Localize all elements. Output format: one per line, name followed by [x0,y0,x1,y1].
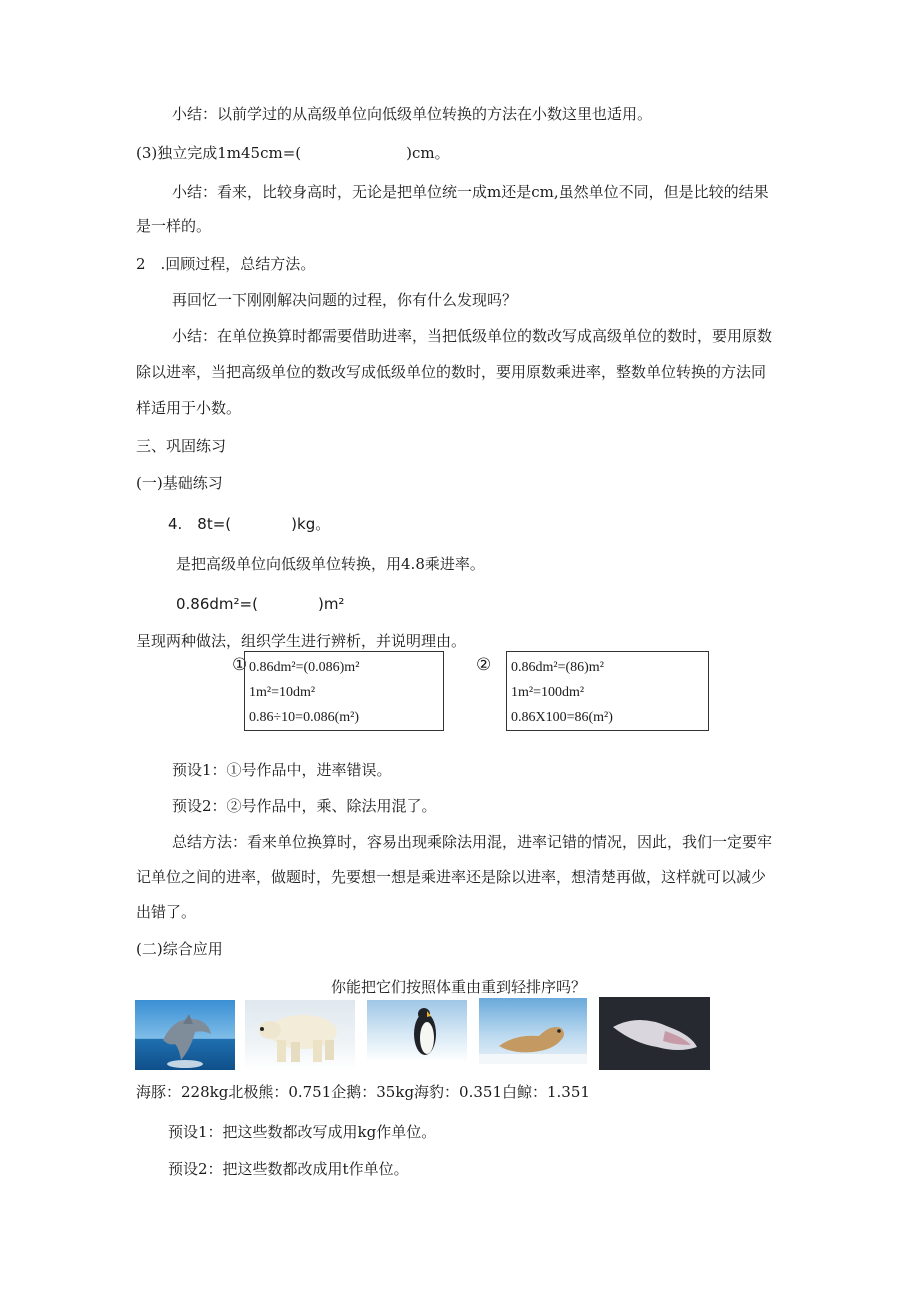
work-1-box [244,651,444,731]
preset-kg: 预设1：把这些数都改写成用kg作单位。 [168,1123,437,1141]
exercise-1-note: 是把高级单位向低级单位转换，用4.8乘进率。 [176,555,485,573]
summary-height-line2: 是一样的。 [136,217,212,235]
polar-bear-icon [245,1000,355,1070]
section-3-heading: 三、巩固练习 [136,437,227,455]
polar-bear-image [245,1000,355,1070]
summary-rate-line2: 除以进率，当把高级单位的数改写成低级单位的数时，要用原数乘进率，整数单位转换的方法同 [136,363,767,381]
method-summary-line3: 出错了。 [136,903,197,921]
dolphin-image [135,1000,235,1070]
summary-height-line1: 小结：看来，比较身高时，无论是把单位统一成m还是cm,虽然单位不同，但是比较的结果 [172,183,769,201]
penguin-image [367,1000,467,1062]
work-2-line: 0.86dm²=(86)m² [511,660,604,675]
exercise-2: 0.86dm²=( )m² [176,595,345,613]
work-1-line: 1m²=10dm² [249,685,316,700]
work-1-line: 0.86÷10=0.086(m²) [249,710,359,725]
recall-question: 再回忆一下刚刚解决问题的过程，你有什么发现吗？ [172,291,518,309]
present-two-methods: 呈现两种做法，组织学生进行辨析，并说明理由。 [136,632,467,650]
summary-rate-line1: 小结：在单位换算时都需要借助进率，当把低级单位的数改写成高级单位的数时，要用原数 [172,327,773,345]
seal-icon [479,998,587,1064]
method-summary-line2: 记单位之间的进率，做题时，先要想一想是乘进率还是除以进率，想清楚再做，这样就可以减少 [136,868,767,886]
method-summary-line1: 总结方法：看来单位换算时，容易出现乘除法用混，进率记错的情况，因此，我们一定要牢 [172,833,773,851]
basic-practice-heading: (一)基础练习 [136,474,223,492]
preset-2: 预设2：②号作品中，乘、除法用混了。 [172,797,437,815]
work-2-number: ② [476,655,492,675]
work-2-line: 1m²=100dm² [511,685,585,700]
work-1-line: 0.86dm²=(0.086)m² [249,660,360,675]
penguin-icon [367,1000,467,1062]
summary-unit-conversion: 小结：以前学过的从高级单位向低级单位转换的方法在小数这里也适用。 [172,105,653,123]
preset-t: 预设2：把这些数都改成用t作单位。 [168,1160,409,1178]
step-2-heading: 2 .回顾过程，总结方法。 [136,255,316,273]
question-3: (3)独立完成1m45cm=( )cm。 [136,144,450,162]
preset-1: 预设1：①号作品中，进率错误。 [172,761,392,779]
work-2-box [506,651,709,731]
summary-rate-line3: 样适用于小数。 [136,399,242,417]
sorting-question: 你能把它们按照体重由重到轻排序吗？ [331,978,587,996]
beluga-whale-image [599,997,710,1070]
beluga-whale-icon [599,997,710,1070]
applied-heading: (二)综合应用 [136,940,223,958]
work-1-number: ① [232,655,248,675]
exercise-1: 4. 8t=( )kg。 [168,515,331,533]
animal-weights: 海豚：228kg北极熊：0.751企鹅：35kg海豹：0.351白鲸：1.351 [136,1083,590,1101]
dolphin-icon [135,1000,235,1070]
work-2-line: 0.86X100=86(m²) [511,710,613,725]
seal-image [479,998,587,1064]
